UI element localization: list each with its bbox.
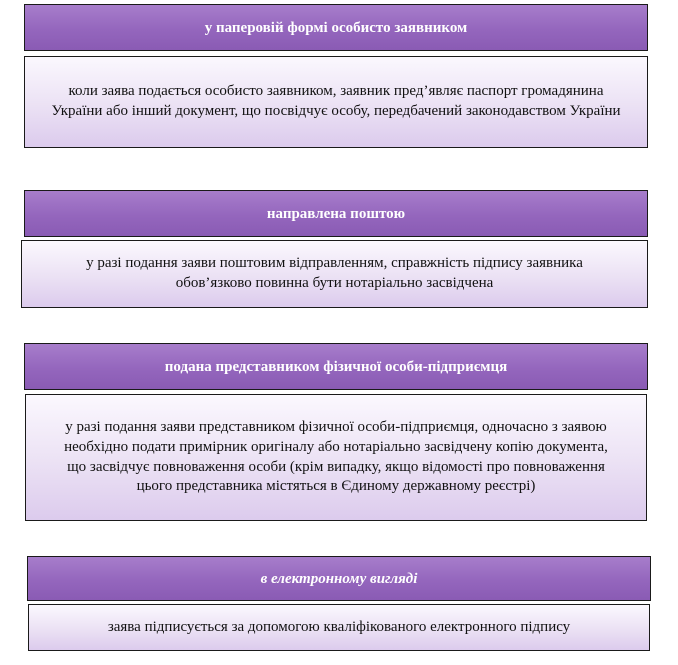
block-4-description xyxy=(28,604,650,651)
block-2-text: у разі подання заяви поштовим відправленням, справжність підпису заявника обов’язково повинна бути нотаріально засвідчена xyxy=(86,255,583,291)
block-3-title: подана представником фізичної особи-підприємця xyxy=(164,358,508,375)
block-4-header xyxy=(27,556,651,601)
block-3-header xyxy=(24,343,648,390)
block-3-description xyxy=(25,394,647,521)
block-4-title: в електронному вигляді xyxy=(260,570,418,587)
block-1-header xyxy=(24,4,648,51)
block-1-title: у паперовій формі особисто заявником xyxy=(204,19,468,36)
block-3-text: у разі подання заяви представником фізичної особи-підприємця, одночасно з заявою необхідно подати примірник оригіналу або нотаріально засвідчену копію документа, що засвідчує повноваження особи (крім випадку, якщо відомості про повноваження цього представника містяться в Єдиному державному реєстрі) xyxy=(64,418,608,495)
block-2-header xyxy=(24,190,648,237)
block-2-description xyxy=(21,240,648,308)
block-2-title: направлена поштою xyxy=(266,205,406,222)
block-1-text: коли заява подається особисто заявником, заявник пред’являє паспорт громадянина України або інший документ, що посвідчує особу, передбачений законодавством України xyxy=(51,83,621,119)
block-1-description xyxy=(24,56,648,148)
block-4-text: заява підписується за допомогою кваліфікованого електронного підпису xyxy=(107,618,571,635)
